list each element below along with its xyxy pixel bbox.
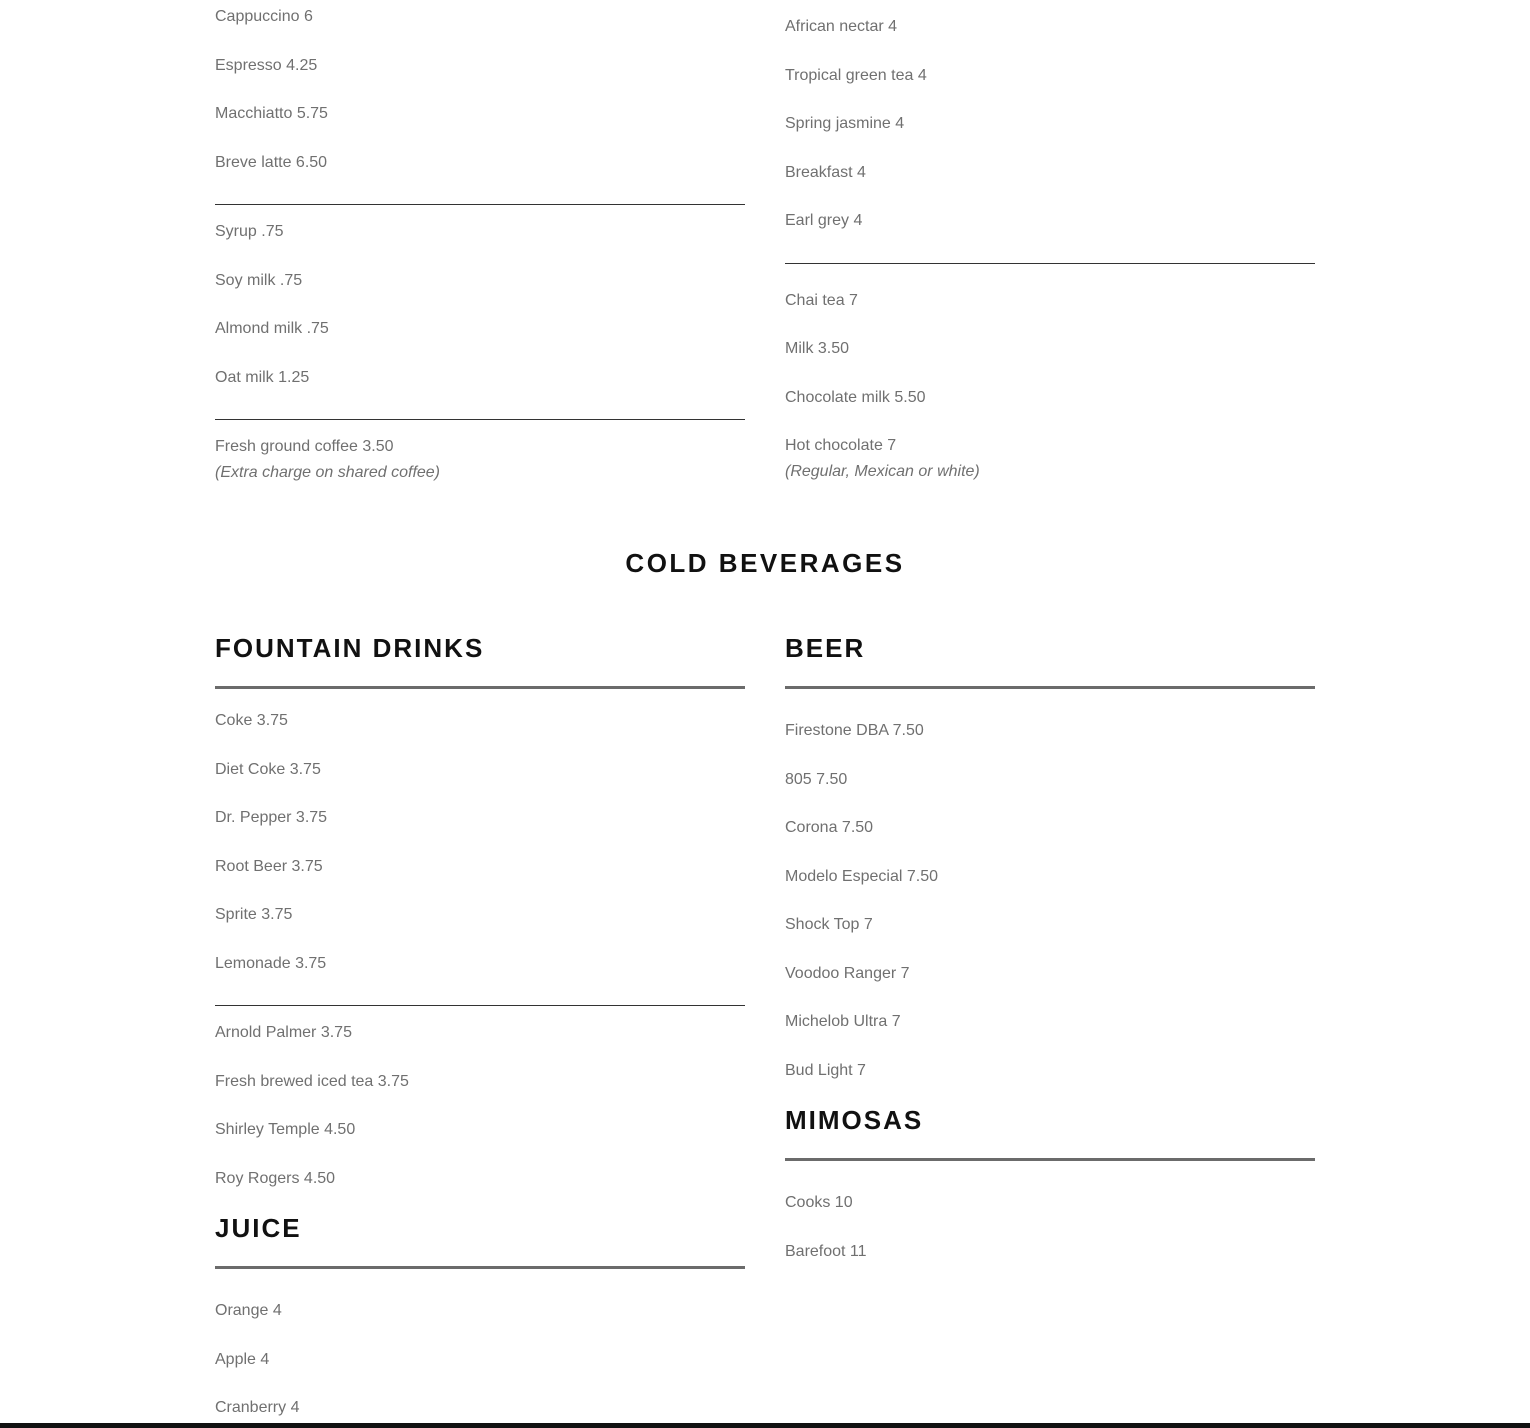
menu-item: Orange 4 xyxy=(215,1302,282,1319)
section-title: MIMOSAS xyxy=(785,1105,924,1135)
section-divider xyxy=(785,686,1315,689)
menu-item: Fresh brewed iced tea 3.75 xyxy=(215,1073,409,1090)
menu-item-note: (Regular, Mexican or white) xyxy=(785,463,980,480)
menu-item: Tropical green tea 4 xyxy=(785,67,927,84)
menu-item: Spring jasmine 4 xyxy=(785,115,905,132)
menu-item: Coke 3.75 xyxy=(215,712,288,729)
section-divider xyxy=(215,686,745,689)
menu-item: Root Beer 3.75 xyxy=(215,858,323,875)
section-divider xyxy=(785,1158,1315,1161)
menu-item: African nectar 4 xyxy=(785,18,898,35)
menu-item: Cappuccino 6 xyxy=(215,8,313,25)
menu-item: Fresh ground coffee 3.50 xyxy=(215,438,394,455)
menu-item: Cooks 10 xyxy=(785,1194,853,1211)
menu-item: Apple 4 xyxy=(215,1351,270,1368)
menu-item: Corona 7.50 xyxy=(785,819,874,836)
menu-item: Hot chocolate 7 xyxy=(785,437,897,454)
menu-item: Diet Coke 3.75 xyxy=(215,761,321,778)
menu-item: Breve latte 6.50 xyxy=(215,154,328,171)
menu-item: Cranberry 4 xyxy=(215,1399,300,1416)
menu-item: Chocolate milk 5.50 xyxy=(785,389,926,406)
menu-item: Lemonade 3.75 xyxy=(215,955,327,972)
menu-item: Sprite 3.75 xyxy=(215,906,293,923)
menu-item: Bud Light 7 xyxy=(785,1062,866,1079)
menu-item: Roy Rogers 4.50 xyxy=(215,1170,336,1187)
menu-item: Espresso 4.25 xyxy=(215,57,318,74)
section-title: FOUNTAIN DRINKS xyxy=(215,633,485,663)
menu-item: Earl grey 4 xyxy=(785,212,863,229)
menu-item: Syrup .75 xyxy=(215,223,284,240)
section-title: JUICE xyxy=(215,1213,302,1243)
divider xyxy=(215,1005,745,1006)
menu-item: Shirley Temple 4.50 xyxy=(215,1121,356,1138)
divider xyxy=(215,204,745,205)
menu-item: Shock Top 7 xyxy=(785,916,873,933)
menu-item: Chai tea 7 xyxy=(785,292,858,309)
menu-item: Macchiatto 5.75 xyxy=(215,105,328,122)
menu-item: Voodoo Ranger 7 xyxy=(785,965,910,982)
cold-beverages-title: COLD BEVERAGES xyxy=(625,548,905,578)
menu-item: 805 7.50 xyxy=(785,771,848,788)
menu-item: Barefoot 11 xyxy=(785,1243,867,1260)
divider xyxy=(215,419,745,420)
section-divider xyxy=(215,1266,745,1269)
menu-item: Firestone DBA 7.50 xyxy=(785,722,924,739)
divider xyxy=(785,263,1315,264)
bottom-bar xyxy=(0,1423,1530,1428)
menu-item: Arnold Palmer 3.75 xyxy=(215,1024,352,1041)
menu-item: Almond milk .75 xyxy=(215,320,329,337)
menu-item-note: (Extra charge on shared coffee) xyxy=(215,464,441,481)
menu-item: Milk 3.50 xyxy=(785,340,850,357)
menu-item: Michelob Ultra 7 xyxy=(785,1013,901,1030)
menu-item: Modelo Especial 7.50 xyxy=(785,868,938,885)
menu-item: Dr. Pepper 3.75 xyxy=(215,809,328,826)
menu-item: Soy milk .75 xyxy=(215,272,303,289)
menu-item: Oat milk 1.25 xyxy=(215,369,310,386)
menu-item: Breakfast 4 xyxy=(785,164,866,181)
section-title: BEER xyxy=(785,633,866,663)
